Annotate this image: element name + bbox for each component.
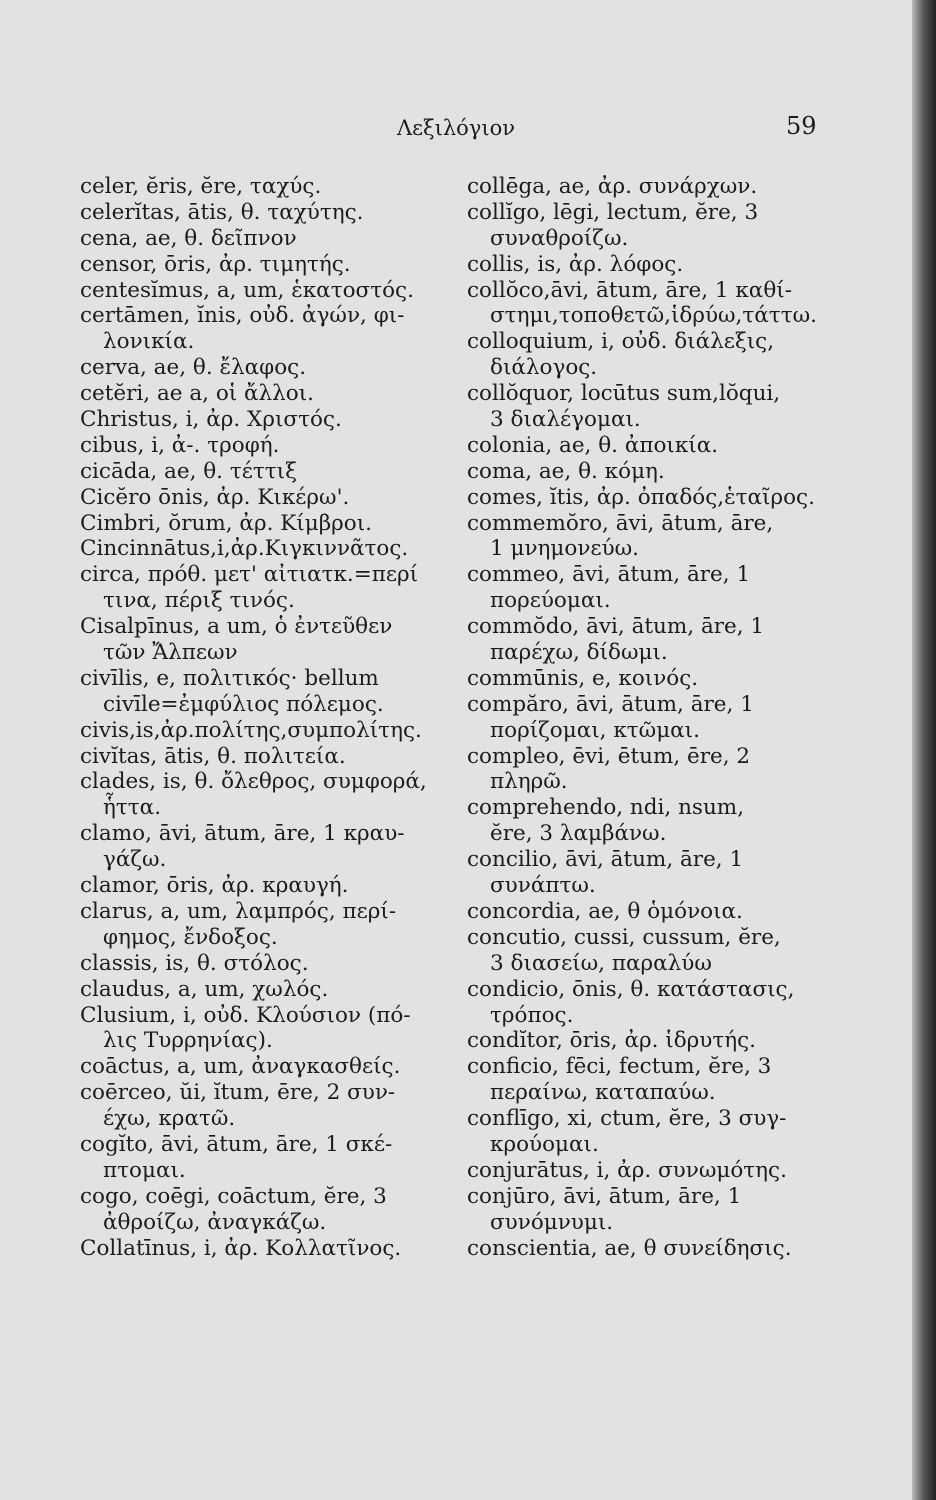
entry-headline: conficio, fēci, fectum, ĕre, 3 [467,1054,772,1080]
entry-continuation: λις Τυρρηνίας). [103,1028,273,1054]
page-number: 59 [786,112,817,140]
entry-headline: censor, ōris, ἀρ. τιμητής. [80,251,351,277]
entry-continuation: ĕre, 3 λαμβάνω. [490,821,667,847]
entry-headline: Collatīnus, i, ἀρ. Κολλατῖνος. [80,1235,402,1261]
entry-headline: conscientia, ae, θ συνείδησις. [467,1235,792,1261]
entry-headline: collŏquor, locūtus sum,lŏqui, [467,381,781,407]
entry-headline: colonia, ae, θ. ἀποικία. [467,432,719,458]
entry-headline: classis, is, θ. στόλος. [80,950,309,976]
entry-continuation: παρέχω, δίδωμι. [490,640,668,666]
entry-continuation: πορεύομαι. [490,588,611,614]
entry-headline: concilio, āvi, ātum, āre, 1 [467,847,744,873]
entry-continuation: ἧττα. [103,795,162,821]
dictionary-entry [80,666,450,718]
entry-headline: commemŏro, āvi, ātum, āre, [467,510,774,536]
entry-headline: condĭtor, ōris, ἀρ. ἱδρυτής. [467,1028,757,1054]
entry-headline: clarus, a, um, λαμπρός, περί- [80,898,397,924]
dictionary-entry [467,1236,839,1262]
dictionary-entry [80,1184,450,1236]
dictionary-entry [467,562,839,614]
dictionary-entry [467,744,839,796]
entry-continuation: πτομαι. [103,1157,186,1183]
dictionary-entry [80,1003,450,1055]
entry-headline: Cisalpīnus, a um, ὁ ἐντεῦθεν [80,614,393,640]
entry-headline: conjūro, āvi, ātum, āre, 1 [467,1183,742,1209]
entry-headline: Cimbri, ŏrum, ἀρ. Κίμβροι. [80,510,372,536]
entry-headline: certāmen, ĭnis, οὐδ. ἀγών, φι- [80,303,405,329]
entry-continuation: διάλογος. [490,355,598,381]
entry-headline: condicio, ōnis, θ. κατάστασις, [467,976,795,1002]
dictionary-entry [467,1028,839,1054]
entry-continuation: συνάπτω. [490,873,596,899]
dictionary-entry [467,1184,839,1236]
entry-headline: civĭtas, ātis, θ. πολιτεία. [80,743,346,769]
dictionary-entry [80,407,450,433]
entry-headline: civīlis, e, πολιτικός· bellum [80,665,379,691]
entry-headline: claudus, a, um, χωλός. [80,976,329,1002]
dictionary-entry [80,381,450,407]
entry-continuation: τρόπος. [490,1002,574,1028]
entry-headline: cogĭto, āvi, ātum, āre, 1 σκέ- [80,1131,393,1157]
entry-continuation: γάζω. [103,847,167,873]
dictionary-entry [80,511,450,537]
dictionary-entry [80,226,450,252]
entry-headline: cetĕri, ae a, οἱ ἄλλοι. [80,381,315,407]
entry-continuation: κρούομαι. [490,1131,599,1157]
entry-headline: coāctus, a, um, ἀναγκασθείς. [80,1054,401,1080]
dictionary-entry [467,174,839,200]
entry-headline: comes, ĭtis, ἀρ. ὀπαδός,ἑταῖρος. [467,484,815,510]
dictionary-entry [80,252,450,278]
entry-headline: Clusium, i, οὐδ. Κλούσιον (πό- [80,1002,411,1028]
dictionary-entry [467,1158,839,1184]
dictionary-entry [467,511,839,563]
entry-continuation: έχω, κρατῶ. [103,1106,236,1132]
entry-continuation: 1 μνημονεύω. [490,536,639,562]
entry-continuation: περαίνω, καταπαύω. [490,1080,716,1106]
dictionary-entry [467,847,839,899]
dictionary-entry [467,666,839,692]
dictionary-entry [467,485,839,511]
dictionary-entry [80,769,450,821]
dictionary-entry [80,1236,450,1262]
entry-headline: celerĭtas, ātis, θ. ταχύτης. [80,199,364,225]
dictionary-entry [80,873,450,899]
entry-continuation: πληρῶ. [490,769,568,795]
page-header [0,112,912,148]
entry-headline: clades, is, θ. ὄλεθρος, συμφορά, [80,769,427,795]
entry-headline: cerva, ae, θ. ἔλαφος. [80,355,307,381]
entry-headline: commŏdo, āvi, ātum, āre, 1 [467,614,765,640]
entry-headline: collēga, ae, ἀρ. συνάρχων. [467,174,758,199]
dictionary-entry [80,977,450,1003]
dictionary-entry [467,692,839,744]
dictionary-entry [467,925,839,977]
dictionary-entry [80,562,450,614]
dictionary-entry [467,614,839,666]
entry-headline: commeo, āvi, ātum, āre, 1 [467,562,751,588]
dictionary-entry [80,821,450,873]
dictionary-entry [80,485,450,511]
entry-continuation: στημι,τοποθετῶ,ἱδρύω,τάττω. [490,303,817,329]
dictionary-entry [80,536,450,562]
dictionary-entry [80,459,450,485]
entry-headline: Christus, i, ἀρ. Χριστός. [80,407,342,433]
dictionary-entry [80,614,450,666]
entry-headline: collĭgo, lēgi, lectum, ĕre, 3 [467,199,759,225]
entry-headline: coma, ae, θ. κόμη. [467,458,665,484]
dictionary-entry [80,744,450,770]
entry-headline: centesĭmus, a, um, ἑκατοστός. [80,277,414,303]
entry-headline: civis,is,ἀρ.πολίτης,συμπολίτης. [80,717,422,743]
entry-continuation: συνόμνυμι. [490,1209,614,1235]
dictionary-entry [467,1106,839,1158]
entry-headline: clamor, ōris, ἀρ. κραυγή. [80,873,349,899]
dictionary-entry [467,459,839,485]
dictionary-entry [80,718,450,744]
entry-continuation: 3 διασείω, παραλύω [490,950,712,976]
entry-headline: compleo, ēvi, ētum, ēre, 2 [467,743,751,769]
entry-headline: comprehendo, ndi, nsum, [467,795,745,821]
entry-headline: concordia, ae, θ ὁμόνοια. [467,898,743,924]
entry-continuation: συναθροίζω. [490,225,629,251]
entry-continuation: λονικία. [103,329,195,355]
dictionary-entry [467,977,839,1029]
dictionary-entry [80,303,450,355]
entry-headline: compăro, āvi, ātum, āre, 1 [467,691,754,717]
entry-continuation: 3 διαλέγομαι. [490,407,641,433]
entry-continuation: τινα, πέριξ τινός. [103,588,295,614]
dictionary-entry [80,174,450,200]
page-edge-shadow [912,0,936,1500]
entry-headline: conflīgo, xi, ctum, ĕre, 3 συγ- [467,1106,787,1132]
entry-headline: circa, πρόθ. μετ' αἰτιατκ.=περί [80,562,419,588]
entry-headline: colloquium, i, οὐδ. διάλεξις, [467,329,775,355]
entry-headline: commūnis, e, κοινός. [467,665,699,691]
dictionary-entry [80,433,450,459]
dictionary-entry [467,278,839,330]
entry-continuation: civīle=ἐμφύλιος πόλεμος. [103,691,384,717]
entry-headline: celer, ĕris, ĕre, ταχύς. [80,174,322,199]
running-title: Λεξιλόγιον [397,116,515,140]
entry-headline: Cincinnātus,i,ἀρ.Κιγκιννᾶτος. [80,536,409,562]
dictionary-entry [467,1054,839,1106]
entry-headline: collis, is, ἀρ. λόφος. [467,251,684,277]
entry-headline: clamo, āvi, ātum, āre, 1 κραυ- [80,821,405,847]
dictionary-entry [80,355,450,381]
entry-headline: coērceo, ŭi, ĭtum, ēre, 2 συν- [80,1080,396,1106]
entry-headline: cibus, i, ἀ-. τροφή. [80,432,280,458]
dictionary-entry [80,200,450,226]
entry-headline: Cicĕro ōnis, ἀρ. Κικέρω'. [80,484,350,510]
dictionary-entry [80,951,450,977]
dictionary-entry [80,1054,450,1080]
dictionary-entry [467,252,839,278]
entry-headline: collŏco,āvi, ātum, āre, 1 καθί- [467,277,792,303]
right-column [467,174,839,1261]
left-column [80,174,450,1261]
dictionary-entry [467,200,839,252]
dictionary-entry [467,795,839,847]
dictionary-entry [467,381,839,433]
entry-continuation: φημος, ἔνδοξος. [103,924,278,950]
entry-headline: concutio, cussi, cussum, ĕre, [467,924,781,950]
dictionary-entry [80,278,450,304]
dictionary-entry [80,1132,450,1184]
entry-headline: cena, ae, θ. δεῖπνον [80,225,297,251]
dictionary-entry [467,433,839,459]
dictionary-entry [467,329,839,381]
entry-headline: cicāda, ae, θ. τέττιξ [80,458,297,484]
entry-continuation: πορίζομαι, κτῶμαι. [490,717,700,743]
dictionary-entry [80,899,450,951]
entry-headline: cogo, coēgi, coāctum, ĕre, 3 [80,1183,387,1209]
entry-continuation: ἀθροίζω, ἀναγκάζω. [103,1209,327,1235]
entry-continuation: τῶν Ἄλπεων [103,640,238,666]
dictionary-entry [80,1080,450,1132]
entry-headline: conjurātus, i, ἀρ. συνωμότης. [467,1157,787,1183]
dictionary-entry [467,899,839,925]
